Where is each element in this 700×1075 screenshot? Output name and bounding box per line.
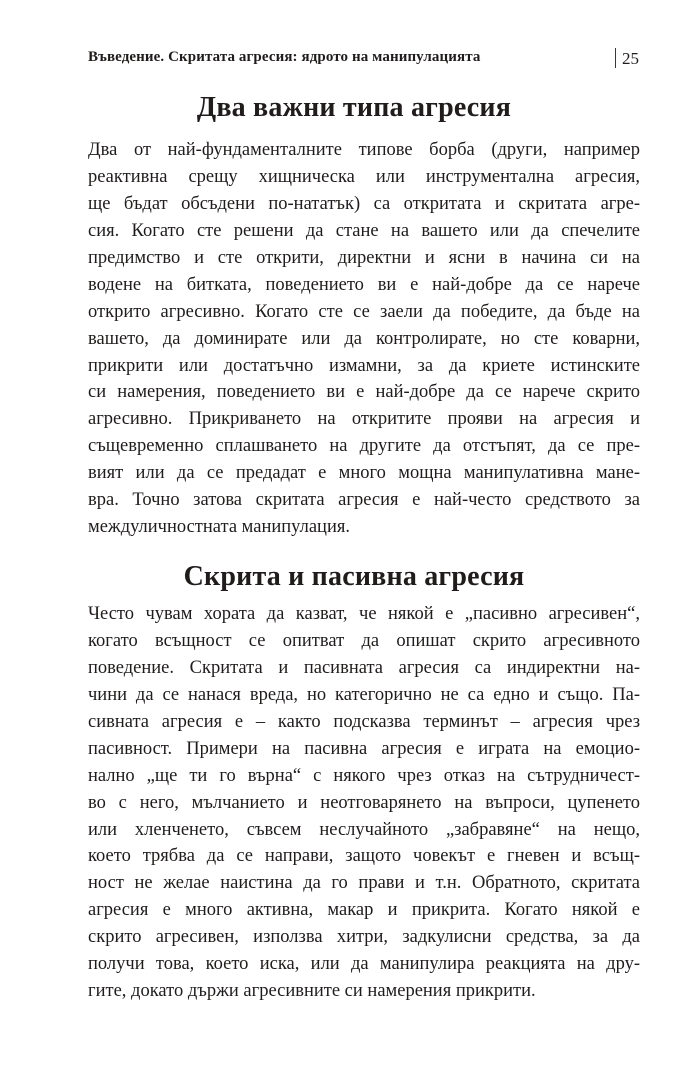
text-line: получи това, което иска, или да манипулира реакцията на дру- [88,954,640,975]
text-line: агресия е много активна, макар и прикрита. Когато някой е [88,900,640,921]
text-line: открито агресивно. Когато сте се заели да победите, да бъде на [88,301,640,322]
text-line: водене на битката, поведението ви е най-добре да се нарече [88,274,640,295]
text-line: реактивна срещу хищническа или инструментална агресия, [88,166,640,187]
text-line: ност не желае наистина да го прави и т.н. Обратното, скритата [88,873,640,894]
text-line: прикрити или достатъчно измамни, за да криете истинските [88,355,640,376]
header-divider [615,48,616,68]
text-line: същевременно сплашването на другите да отстъпят, да се пре- [88,436,640,457]
section-heading: Два важни типа агресия [196,92,512,123]
body-paragraph [88,137,640,541]
text-line: сивната агресия е – както подсказва терминът – агресия чрез [88,711,640,732]
text-line: во с него, мълчанието и неотговарянето на въпроси, цупенето [88,792,640,813]
running-title: Въведение. Скритата агресия: ядрото на манипулацията [88,49,481,65]
text-line: междуличностната манипулация. [88,517,350,538]
text-line: гите, докато държи агресивните си намерения прикрити. [88,981,536,1002]
text-line: агресивно. Прикриването на откритите прояви на агресия и [88,409,640,430]
text-line: вра. Точно затова скритата агресия е най-често средството за [88,490,640,511]
running-header [88,48,640,70]
text-line: или хленченето, съвсем неслучайното „забравяне“ на нещо, [88,819,640,840]
text-line: скрито агресивен, използва хитри, задкулисни средства, за да [88,927,640,948]
body-paragraph [88,601,640,1005]
text-line: което трябва да се направи, защото човекът е гневен и всъщ- [88,846,640,867]
text-line: нално „ще ти го върна“ с някого чрез отказ на сътрудничест- [88,765,640,786]
text-line: пасивност. Примери на пасивна агресия е играта на емоцио- [88,738,640,759]
text-line: Често чувам хората да казват, че някой е „пасивно агресивен“, [88,604,640,624]
page-number: 25 [622,49,639,68]
text-line: когато всъщност се опитват да опишат скрито агресивното [88,630,640,651]
section-heading: Скрита и пасивна агресия [183,561,525,592]
text-line: ще бъдат обсъдени по-нататък) са откритата и скритата агре- [88,193,640,214]
text-line: вашето, да доминирате или да контролирате, но сте коварни, [88,328,640,349]
text-line: чини да се нанася вреда, но категорично не са едно и също. Па- [88,684,640,705]
text-line: предимство и сте открити, директни и ясни в начина си на [88,247,640,268]
text-line: Два от най-фундаменталните типове борба (други, например [88,140,640,160]
text-line: поведение. Скритата и пасивната агресия са индиректни на- [88,657,640,678]
text-line: сия. Когато сте решени да стане на вашето или да спечелите [88,220,640,241]
text-line: вият или да се предадат е много мощна манипулативна мане- [88,463,640,484]
text-line: си намерения, поведението ви е най-добре да се нарече скрито [88,382,640,403]
